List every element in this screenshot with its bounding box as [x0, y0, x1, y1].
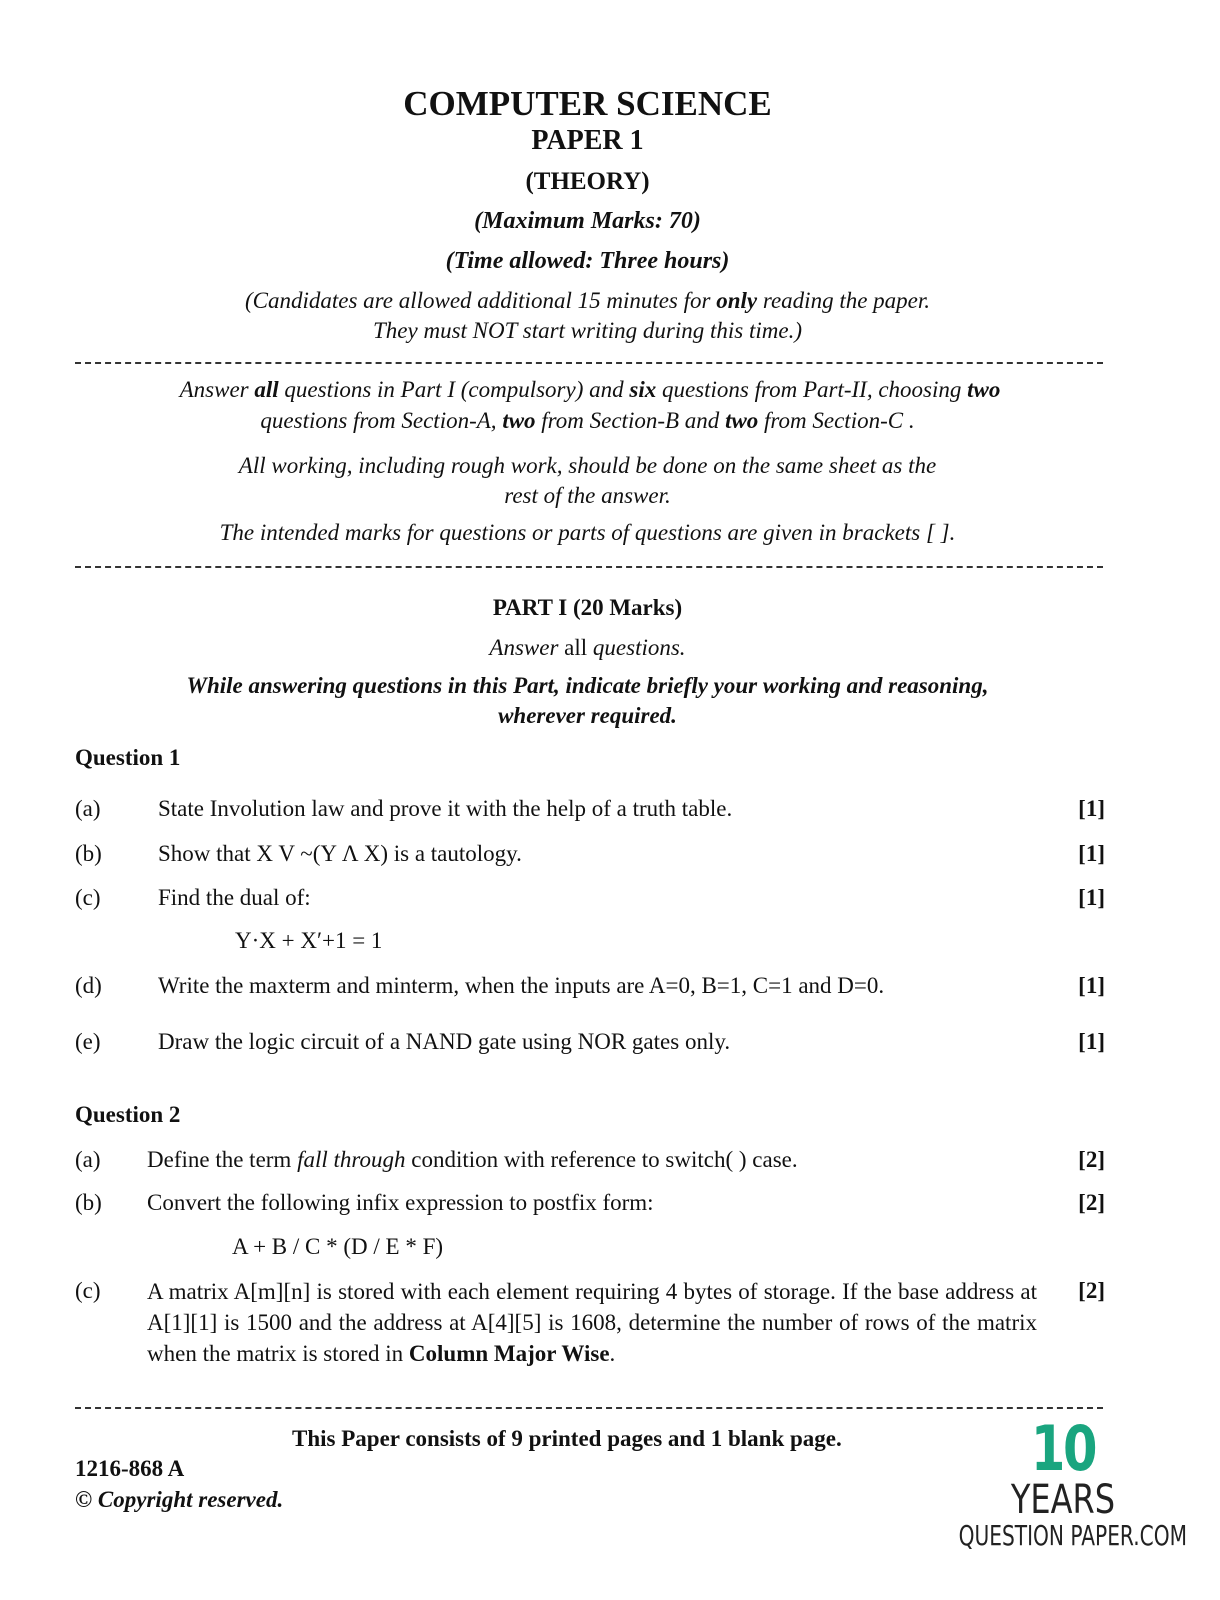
text-run: all — [564, 635, 588, 660]
item-text: Write the maxterm and minterm, when the inputs are A=0, B=1, C=1 and D=0. — [158, 973, 885, 998]
divider — [75, 1407, 1103, 1409]
instruction-line-5: The intended marks for questions or parts of questions are given in brackets [ ]. — [219, 520, 956, 545]
instruction-line-4: rest of the answer. — [504, 483, 671, 508]
page-count-note: This Paper consists of 9 printed pages and 1 blank page. — [292, 1426, 842, 1451]
text-run: reading the paper. — [757, 288, 931, 313]
item-marks: [1] — [1078, 841, 1105, 866]
text-run: Answer — [179, 377, 255, 402]
item-expression: A + B / C * (D / E * F) — [232, 1234, 444, 1259]
time-allowed: (Time allowed: Three hours) — [445, 248, 730, 274]
divider — [75, 362, 1103, 364]
item-marks: [1] — [1078, 885, 1105, 910]
divider — [75, 566, 1103, 568]
item-label: (c) — [75, 1278, 101, 1303]
text-run: six — [629, 377, 657, 402]
text-run: Define the term — [147, 1147, 298, 1172]
logo-word: YEARS — [1010, 1477, 1116, 1523]
logo-number: 10 — [1030, 1412, 1096, 1485]
item-marks: [1] — [1078, 796, 1105, 821]
item-text: State Involution law and prove it with the help of a truth table. — [158, 796, 733, 821]
text-run: (Candidates are allowed additional 15 minutes for — [244, 288, 717, 313]
paper-number: PAPER 1 — [531, 125, 644, 156]
paper-type: (THEORY) — [525, 168, 650, 195]
question2-heading: Question 2 — [75, 1102, 181, 1127]
item-text: Draw the logic circuit of a NAND gate using NOR gates only. — [158, 1029, 731, 1054]
reading-note-2: They must NOT start writing during this time.) — [373, 318, 802, 343]
item-expression: Y·X + X′+1 = 1 — [235, 928, 383, 953]
text-run: . — [609, 1341, 616, 1366]
item-label: (a) — [75, 1147, 101, 1172]
text-run: fall through — [297, 1147, 406, 1172]
item-text: Find the dual of: — [158, 885, 311, 910]
copyright-note: © Copyright reserved. — [75, 1487, 284, 1512]
text-run: questions in Part I (compulsory) and — [278, 377, 630, 402]
item-label: (c) — [75, 885, 101, 910]
item-marks: [1] — [1078, 973, 1105, 998]
text-run: questions from Part-II, choosing — [656, 377, 968, 402]
text-run: Column Major Wise — [408, 1341, 610, 1366]
item-label: (d) — [75, 973, 102, 998]
item-marks: [2] — [1078, 1190, 1105, 1215]
text-run: from Section-C . — [758, 408, 915, 433]
text-run: two — [725, 408, 759, 433]
instruction-line-1 — [75, 377, 1105, 403]
item-label: (e) — [75, 1029, 101, 1054]
paper-code: 1216-868 A — [75, 1456, 185, 1481]
text-run: two — [502, 408, 536, 433]
text-run: only — [716, 288, 758, 313]
part1-note-2: wherever required. — [498, 703, 677, 728]
text-run: condition with reference to switch( ) case. — [405, 1147, 798, 1172]
item-label: (b) — [75, 1190, 102, 1215]
instruction-line-3: All working, including rough work, should be done on the same sheet as the — [238, 453, 937, 478]
logo-site: QUESTION PAPER.COM — [958, 1519, 1187, 1552]
item-label: (b) — [75, 841, 102, 866]
item-label: (a) — [75, 796, 101, 821]
item-marks: [2] — [1078, 1278, 1105, 1303]
part1-heading: PART I (20 Marks) — [492, 595, 683, 620]
item-text — [147, 1276, 1037, 1369]
item-marks: [2] — [1078, 1147, 1105, 1172]
reading-note-1 — [0, 288, 1175, 314]
item-text — [147, 1147, 798, 1173]
item-text: Show that X V ~(Y Λ X) is a tautology. — [158, 841, 522, 866]
instruction-line-2 — [0, 408, 1175, 434]
max-marks: (Maximum Marks: 70) — [474, 208, 701, 234]
text-run: questions. — [587, 635, 686, 660]
text-run: two — [967, 377, 1001, 402]
text-run: questions from Section-A, — [260, 408, 503, 433]
item-text: Convert the following infix expression to postfix form: — [147, 1190, 654, 1215]
site-logo — [948, 1412, 1187, 1552]
paper-title: COMPUTER SCIENCE — [403, 84, 772, 123]
part1-subheading — [0, 635, 1175, 661]
question1-heading: Question 1 — [75, 745, 181, 770]
item-marks: [1] — [1078, 1029, 1105, 1054]
text-run: from Section-B and — [535, 408, 726, 433]
part1-note-1: While answering questions in this Part, indicate briefly your working and reasoning, — [186, 673, 989, 698]
text-run: Answer — [489, 635, 565, 660]
text-run: A matrix A[m][n] is stored with each element requiring 4 bytes of storage. If the base address at A[1][1] is 1500 and the address at A[4][5] is 1608, determine the number of rows of the matrix when the matrix is stored in — [147, 1279, 1037, 1366]
text-run: all — [254, 377, 279, 402]
